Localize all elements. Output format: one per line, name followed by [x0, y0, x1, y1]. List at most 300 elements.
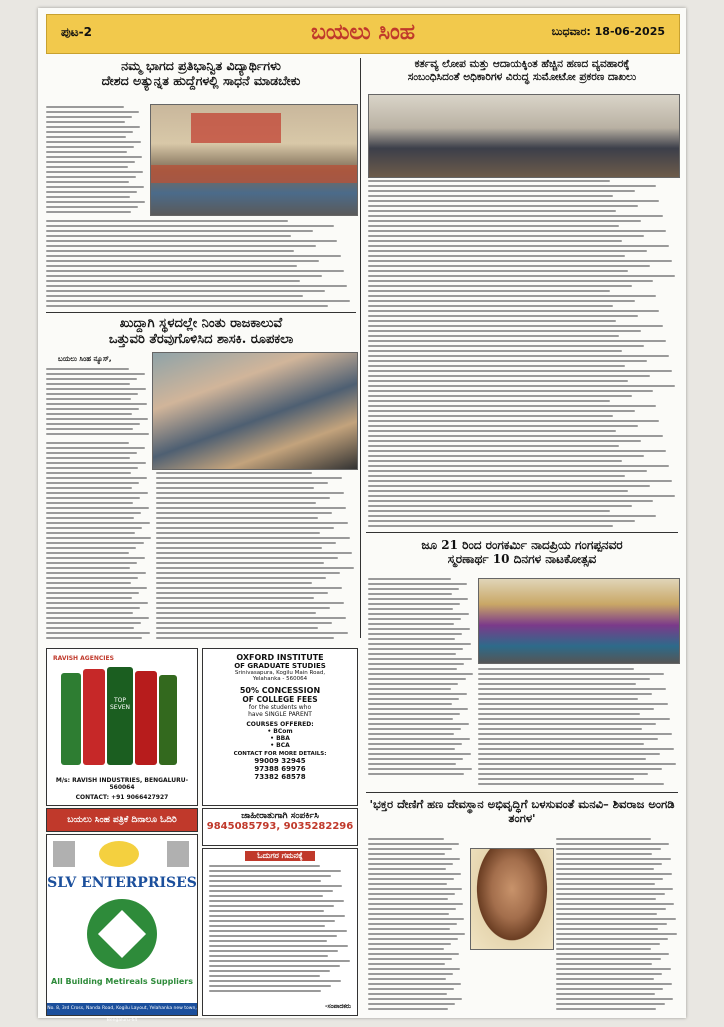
text-line [556, 948, 651, 950]
text-line [368, 190, 635, 192]
product-packet [107, 667, 133, 765]
text-line [556, 963, 652, 965]
text-line [368, 220, 641, 222]
text-line [478, 733, 672, 735]
text-line [209, 880, 321, 882]
text-line [46, 191, 137, 193]
oxford-address: Yelahanka - 560064 [252, 676, 308, 682]
text-line [46, 255, 341, 257]
text-line [368, 708, 468, 710]
text-line [556, 988, 663, 990]
headline-line: ಜೂ 21 ರಿಂದ ರಂಗಕರ್ಮಿ ನಾದಪ್ರಿಯ ಗಂಗಪ್ಪನವರ [421, 538, 623, 552]
text-line [556, 1008, 656, 1010]
text-line [368, 495, 675, 497]
text-line [368, 578, 451, 580]
text-line [368, 738, 470, 740]
ravish-ad[interactable] [46, 648, 198, 806]
headline-line: ದೇಶದ ಅತ್ಯುನ್ನತ ಹುದ್ದೆಗಳಲ್ಲಿ ಸಾಧನೆ ಮಾಡಬೇಕು [101, 73, 301, 88]
text-line [368, 648, 463, 650]
slv-name: SLV ENTERPRISES [47, 875, 197, 891]
text-line [368, 628, 470, 630]
text-line [368, 973, 453, 975]
text-line [368, 285, 632, 287]
text-line [368, 743, 462, 745]
text-line [368, 330, 641, 332]
text-line [46, 265, 297, 267]
text-line [209, 895, 323, 897]
text-line [46, 597, 132, 599]
text-line [368, 225, 619, 227]
notice-text [209, 865, 351, 993]
text-line [368, 215, 663, 217]
slv-ad[interactable] [46, 834, 198, 1023]
notice-signoff: -ಸಂಪಾದಕರು [325, 1003, 351, 1010]
duty-headline [366, 58, 678, 83]
text-line [46, 235, 291, 237]
text-line [368, 868, 446, 870]
text-line [368, 773, 464, 775]
text-line [156, 557, 338, 559]
text-line [46, 151, 127, 153]
text-line [368, 315, 638, 317]
text-line [556, 893, 665, 895]
text-line [209, 965, 340, 967]
text-line [46, 552, 129, 554]
text-line [478, 778, 634, 780]
notice-title: ಓದುಗರ ಗಮನಕ್ಕೆ [245, 851, 315, 861]
subscribe-banner: ಬಯಲು ಸಿಂಹ ಪತ್ರಿಕೆ ದಿನಾಲೂ ಓದಿರಿ [46, 808, 198, 832]
text-line [368, 733, 454, 735]
text-line [556, 983, 672, 985]
product-name: TOP SEVEN [110, 697, 130, 711]
text-line [46, 567, 130, 569]
text-line [46, 230, 313, 232]
text-line [46, 106, 124, 108]
oxford-offer: for the students who [248, 704, 312, 711]
text-line [209, 930, 347, 932]
text-line [478, 763, 676, 765]
text-line [368, 455, 644, 457]
text-line [156, 482, 328, 484]
text-line [368, 653, 456, 655]
text-line [368, 603, 460, 605]
text-line [478, 783, 664, 785]
text-line [556, 923, 667, 925]
slv-logo [87, 899, 157, 969]
text-line [368, 838, 444, 840]
text-line [368, 588, 459, 590]
text-line [46, 522, 150, 524]
text-line [478, 743, 644, 745]
text-line [46, 196, 130, 198]
text-line [46, 542, 144, 544]
text-line [46, 146, 134, 148]
text-line [46, 206, 138, 208]
text-line [46, 141, 141, 143]
section-rule [366, 532, 678, 533]
text-line [478, 683, 636, 685]
text-line [46, 482, 139, 484]
text-line [368, 355, 669, 357]
text-line [46, 166, 128, 168]
text-line [46, 433, 149, 435]
section-rule [366, 792, 678, 793]
text-line [46, 270, 344, 272]
text-line [368, 873, 461, 875]
text-line [478, 738, 658, 740]
text-line [209, 970, 330, 972]
text-line [46, 176, 136, 178]
owner-photo [53, 841, 75, 867]
text-line [368, 505, 632, 507]
text-line [46, 300, 350, 302]
mla-inspection-photo [152, 352, 358, 470]
text-line [46, 537, 151, 539]
students-headline [46, 58, 356, 88]
headline-line: ಸ್ಮರಣಾರ್ಥ 10 ದಿನಗಳ ನಾಟಕೋತ್ಸವ [447, 552, 597, 567]
text-line [556, 998, 673, 1000]
theatre-headline [366, 538, 678, 567]
text-line [368, 638, 455, 640]
text-line [478, 713, 640, 715]
text-line [556, 933, 677, 935]
officials-photo [368, 94, 680, 178]
product-packet [61, 673, 81, 765]
text-line [368, 983, 461, 985]
text-line [209, 920, 335, 922]
issue-date: ಬುಧವಾರ: 18-06-2025 [551, 25, 665, 38]
text-line [556, 943, 660, 945]
text-line [478, 688, 666, 690]
text-line [478, 673, 664, 675]
text-line [46, 557, 145, 559]
text-line [46, 181, 129, 183]
text-line [368, 230, 666, 232]
text-line [209, 975, 320, 977]
text-line [368, 898, 448, 900]
text-line [478, 703, 668, 705]
portrait-photo [470, 848, 554, 950]
text-line [46, 462, 146, 464]
text-line [156, 517, 318, 519]
text-line [556, 918, 676, 920]
text-line [46, 275, 322, 277]
text-line [46, 305, 328, 307]
owner-photo [167, 841, 189, 867]
text-line [156, 622, 332, 624]
phone-number[interactable]: 99009 32945 [254, 757, 306, 765]
ravish-address: M/s: RAVISH INDUSTRIES, BENGALURU-560064 [55, 777, 189, 791]
text-line [46, 111, 139, 113]
text-line [368, 185, 656, 187]
text-line [368, 993, 447, 995]
text-line [556, 838, 651, 840]
text-line [368, 255, 625, 257]
text-line [478, 728, 642, 730]
text-line [368, 948, 444, 950]
ravish-brand: RAVISH AGENCIES [53, 655, 114, 662]
text-line [46, 250, 294, 252]
text-line [368, 618, 461, 620]
contact-title: CONTACT FOR MORE DETAILS: [233, 751, 327, 757]
house-icon [98, 910, 146, 958]
deity-emblem [99, 841, 139, 867]
text-line [46, 240, 337, 242]
masthead [46, 14, 680, 54]
article-text [478, 668, 678, 788]
text-line [368, 888, 462, 890]
text-line [46, 467, 138, 469]
text-line [368, 395, 632, 397]
text-line [478, 678, 650, 680]
text-line [368, 908, 456, 910]
students-event-photo [150, 104, 358, 216]
text-line [368, 633, 462, 635]
text-line [46, 577, 138, 579]
text-line [368, 753, 471, 755]
text-line [368, 405, 656, 407]
text-line [156, 492, 344, 494]
text-line [156, 472, 312, 474]
text-line [368, 280, 653, 282]
text-line [46, 507, 149, 509]
text-line [368, 848, 452, 850]
text-line [46, 452, 137, 454]
text-line [46, 383, 130, 385]
text-line [156, 567, 354, 569]
text-line [368, 903, 463, 905]
text-line [368, 758, 463, 760]
text-line [209, 890, 333, 892]
text-line [46, 602, 148, 604]
text-line [46, 413, 132, 415]
text-line [368, 723, 469, 725]
text-line [209, 885, 342, 887]
text-line [46, 547, 136, 549]
text-line [368, 340, 666, 342]
text-line [46, 492, 148, 494]
text-line [368, 763, 456, 765]
text-line [209, 945, 348, 947]
text-line [156, 617, 346, 619]
text-line [156, 582, 312, 584]
text-line [556, 843, 669, 845]
text-line [368, 400, 610, 402]
text-line [209, 875, 331, 877]
classified-ad[interactable] [202, 808, 358, 846]
text-line [368, 878, 454, 880]
text-line [556, 968, 671, 970]
classified-phones[interactable]: 9845085793, 9035282296 [206, 821, 354, 832]
text-line [368, 1003, 455, 1005]
article-text [368, 578, 474, 778]
text-line [209, 955, 328, 957]
text-line [46, 161, 135, 163]
oxford-offer: 50% CONCESSION [239, 686, 321, 695]
text-line [368, 440, 641, 442]
text-line [368, 713, 460, 715]
article-text [368, 180, 678, 528]
text-line [556, 868, 654, 870]
text-line [156, 512, 332, 514]
text-line [556, 913, 657, 915]
text-line [556, 853, 652, 855]
text-line [46, 373, 145, 375]
text-line [46, 497, 140, 499]
text-line [368, 858, 460, 860]
text-line [209, 925, 325, 927]
text-line [368, 490, 628, 492]
headline-line: ಖುದ್ದಾಗಿ ಸ್ಥಳದಲ್ಲೇ ನಿಂತು ರಾಜಕಾಲುವೆ [119, 316, 283, 331]
product-packet [135, 671, 157, 765]
text-line [368, 500, 653, 502]
text-line [368, 265, 650, 267]
text-line [46, 457, 130, 459]
text-line [478, 693, 652, 695]
oxford-ad[interactable] [202, 648, 358, 806]
oxford-title: OXFORD INSTITUTE [236, 653, 324, 662]
text-line [156, 532, 320, 534]
text-line [368, 978, 446, 980]
text-line [46, 378, 137, 380]
text-line [368, 370, 672, 372]
text-line [46, 472, 131, 474]
course-item: • BCom [267, 728, 293, 735]
text-line [46, 477, 147, 479]
text-line [368, 390, 653, 392]
text-line [46, 607, 140, 609]
text-line [46, 532, 135, 534]
text-line [46, 368, 129, 370]
text-line [46, 131, 133, 133]
text-line [368, 245, 669, 247]
text-line [368, 913, 449, 915]
text-line [368, 703, 452, 705]
text-line [46, 502, 133, 504]
text-line [368, 943, 451, 945]
text-line [556, 888, 673, 890]
text-line [156, 632, 348, 634]
text-line [556, 858, 671, 860]
text-line [209, 950, 338, 952]
text-line [368, 420, 659, 422]
text-line [478, 708, 654, 710]
text-line [368, 350, 622, 352]
text-line [46, 517, 134, 519]
text-line [156, 577, 326, 579]
text-line [46, 290, 325, 292]
text-line [368, 320, 616, 322]
text-line [156, 612, 316, 614]
text-line [46, 186, 144, 188]
text-line [368, 380, 628, 382]
text-line [368, 250, 647, 252]
text-line [368, 305, 613, 307]
text-line [368, 608, 453, 610]
text-line [368, 275, 675, 277]
text-line [368, 410, 635, 412]
text-line [368, 598, 468, 600]
readers-notice [202, 848, 358, 1016]
text-line [368, 435, 663, 437]
phone-number[interactable]: 97388 69976 [254, 765, 306, 773]
text-line [368, 998, 462, 1000]
text-line [46, 156, 142, 158]
text-line [368, 958, 452, 960]
table [151, 165, 357, 183]
text-line [209, 910, 324, 912]
text-line [368, 883, 447, 885]
text-line [46, 622, 141, 624]
text-line [478, 723, 656, 725]
text-line [368, 480, 672, 482]
text-line [368, 623, 454, 625]
text-line [209, 980, 341, 982]
text-line [368, 678, 466, 680]
headline-line: ಕರ್ತವ್ಯ ಲೋಪ ಮತ್ತು ಆದಾಯಕ್ಕಿಂತ ಹೆಚ್ಚಿನ ಹಣದ ವ್ಯವಹಾರಕ್ಕೆ [414, 58, 630, 70]
text-line [46, 245, 316, 247]
text-line [368, 923, 457, 925]
text-line [556, 938, 668, 940]
text-line [368, 748, 455, 750]
text-line [478, 753, 660, 755]
text-line [368, 270, 628, 272]
text-line [556, 848, 661, 850]
text-line [46, 285, 347, 287]
byline: ಬಯಲು ಸಿಂಹ ನ್ಯೂಸ್, [58, 355, 112, 363]
text-line [478, 698, 638, 700]
text-line [368, 385, 675, 387]
text-line [368, 683, 458, 685]
product-packet [83, 669, 105, 765]
article-text [556, 838, 678, 1014]
text-line [46, 512, 141, 514]
slv-tagline: All Building Metireals Suppliers [51, 977, 193, 986]
text-line [156, 552, 352, 554]
text-line [368, 445, 619, 447]
text-line [368, 365, 625, 367]
ravish-contact: CONTACT: +91 9066427927 [75, 794, 169, 801]
text-line [478, 718, 670, 720]
text-line [556, 993, 655, 995]
text-line [368, 843, 459, 845]
headline-line: ಸಂಬಂಧಿಸಿದಂತೆ ಅಧಿಕಾರಿಗಳ ವಿರುದ್ಧ ಸುಮೋಟೋ ಪ್ರಕರಣ ದಾಖಲು [407, 70, 637, 83]
oxford-title: OF GRADUATE STUDIES [234, 662, 326, 670]
text-line [368, 300, 635, 302]
newspaper-page [38, 8, 686, 1023]
text-line [368, 658, 472, 660]
text-line [368, 235, 644, 237]
text-line [368, 335, 619, 337]
course-item: • BBA [270, 735, 290, 742]
text-line [556, 883, 655, 885]
text-line [368, 728, 461, 730]
text-line [368, 698, 459, 700]
text-line [46, 136, 126, 138]
text-line [368, 693, 467, 695]
classified-title: ಜಾಹೀರಾತುಗಾಗಿ ಸಂಪರ್ಕಿಸಿ [241, 811, 319, 821]
text-line [556, 928, 658, 930]
phone-number[interactable]: 73382 68578 [254, 773, 306, 781]
banner [191, 113, 281, 143]
text-line [368, 475, 625, 477]
text-line [46, 632, 150, 634]
text-line [368, 938, 458, 940]
text-line [556, 978, 654, 980]
text-line [478, 748, 674, 750]
text-line [368, 928, 450, 930]
text-line [46, 171, 143, 173]
